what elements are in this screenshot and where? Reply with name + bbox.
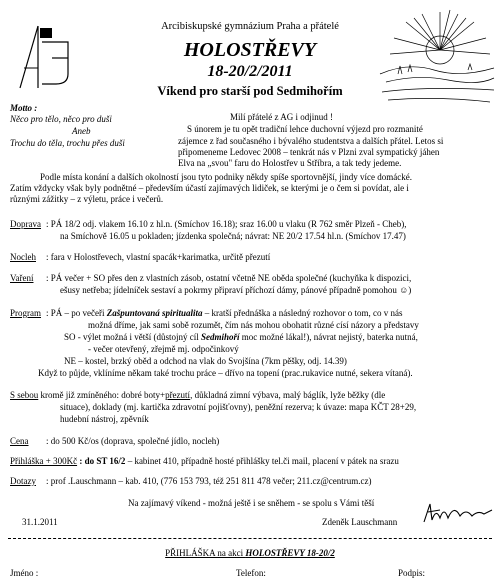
prihlaska-deadline — [10, 456, 399, 466]
vareni-label: Vaření — [10, 273, 34, 283]
prihlaska-deadline-text: – kabinet 410, případně hosté přihlášky tel.či mail, placení v pátek na srazu — [125, 456, 399, 466]
subtitle: Víkend pro starší pod Sedmihořím — [157, 84, 343, 98]
intro-line-3: zájemce z řad současného i bývalého studentstva a dalších přátel. Letos si — [178, 136, 444, 146]
sebou-line-1 — [10, 390, 385, 400]
form-title-prefix: PŘIHLÁŠKA na akci — [165, 548, 246, 558]
program-label: Program — [10, 308, 41, 318]
sebou-label: S sebou — [10, 390, 39, 400]
intro-para-2c: různými zážitky – z výletu, práce i večerů. — [10, 194, 164, 204]
program-line-5: NE – kostel, brzký oběd a odchod na vlak do Svojšína (7km pěšky, odj. 14.39) — [64, 356, 347, 366]
program-line-4: - večer otevřený, zřejmě mj. odpočinkový — [88, 344, 239, 354]
doprava-label: Doprava — [10, 219, 41, 229]
program-talk-title: Zašpuntovaná spiritualita — [106, 308, 203, 318]
form-phone-label: Telefon: — [236, 568, 266, 578]
dotazy-label: Dotazy — [10, 476, 36, 486]
program-line-3 — [64, 332, 418, 342]
vareni-line-1: : PÁ večer + SO přes den z vlastních zásob, ostatní včetně NE oběda společné (kuchyňka k dispozici, — [46, 273, 412, 283]
program-line-6: Když to půjde, vklíníme někam také trochu práce – dřívo na topení (prac.rukavice nutné, sekera vítaná). — [38, 368, 413, 378]
sebou-text-a: kromě již zmíněného: dobré boty+ — [38, 390, 166, 400]
nocleh-text: : fara v Holostřevech, vlastní spacák+karimatka, určitě přezutí — [46, 252, 271, 262]
sebou-line-2: situace), doklady (mj. kartička zdravotní pojišťovny), peněžní rezerva; k úvaze: mapa KČT 28+29, — [60, 402, 417, 412]
signature-name: Zdeněk Lauschmann — [322, 517, 398, 527]
cena-text: : do 500 Kč/os (doprava, společné jídlo, nocleh) — [46, 436, 220, 446]
program-line-1 — [46, 308, 402, 318]
program-saturday-rest: moc možné lákal!), návrat nejistý, baterka nutná, — [239, 332, 418, 342]
program-line-2: možná dříme, jak sami sobě rozumět, čím nás mohou obohatit různé císí názory a představy — [88, 320, 419, 330]
date: 31.1.2011 — [22, 517, 58, 527]
sebou-line-3: hudební nástroj, zpěvník — [60, 414, 149, 424]
prihlaska-deadline-date: : do ST 16/2 — [77, 456, 126, 466]
cena-label: Cena — [10, 436, 29, 446]
sebou-text-c: , důkladná zimní výbava, malý báglík, lyže běžky (dle — [190, 390, 386, 400]
intro-line-2: S únorem je tu opět tradiční lehce duchovní výjezd pro rozmanité — [187, 124, 423, 134]
dotazy-text: : prof .Lauschmann – kab. 410, (776 153 793, též 251 811 478 večer; 211.cz@centrum.cz) — [46, 476, 372, 486]
cut-line — [8, 538, 492, 539]
sebou-text-b: přezutí — [165, 390, 191, 400]
form-signature-label: Podpis: — [398, 568, 426, 578]
doprava-line-1: : PÁ 18/2 odj. vlakem 16.10 z hl.n. (Smíchov 16.18); sraz 16.00 u vlaku (R 762 směr Plzeň - Cheb), — [46, 219, 407, 229]
intro-para-2a: Podle místa konání a dalších okolností jsou tyto podniky někdy spíše sportovnější, jindy více domácké. — [40, 172, 412, 182]
intro-greeting: Milí přátelé z AG i odjinud ! — [230, 112, 333, 122]
program-talk-desc: – kratší přednáška a následný rozhovor o tom, co v nás — [202, 308, 403, 318]
nocleh-label: Nocleh — [10, 252, 36, 262]
motto-line-1: Něco pro tělo, něco pro duši — [10, 114, 112, 124]
form-title-event: HOLOSTŘEVY 18-20/2 — [245, 548, 335, 558]
page-title: HOLOSTŘEVY — [183, 39, 317, 61]
form-name-label: Jméno : — [10, 568, 39, 578]
handwritten-signature — [420, 500, 494, 526]
program-destination: Sedmihoří — [200, 332, 240, 342]
program-friday: : PÁ – po večeři — [46, 308, 105, 318]
doprava-line-2: na Smíchově 16.05 u pokladen; jízdenka společná; návrat: NE 20/2 17.54 hl.n. (Smíchov 17.47) — [60, 231, 406, 241]
vareni-line-2: ešusy netřeba; jídelníček sestaví a pokrmy připraví příchozí dámy, pánové případně pomohou ☺) — [60, 285, 412, 295]
school-name: Arcibiskupské gymnázium Praha a přátelé — [161, 21, 339, 32]
motto-line-3: Trochu do těla, trochu přes duši — [10, 138, 125, 148]
prihlaska-label: Přihláška + 300Kč — [10, 456, 78, 466]
event-dates: 18-20/2/2011 — [207, 63, 293, 80]
form-title — [0, 548, 500, 558]
intro-line-5: Elva na „svou" faru do Holostřev u Stříbra, a tak tedy jedeme. — [178, 158, 402, 168]
program-saturday: SO - výlet možná i větší (důstojný cíl — [64, 332, 199, 342]
intro-para-2b: Zatím vždycky však byly podnětné – především účastí zajímavých lidiček, se kterými je o čem si povídat, ale i — [10, 183, 409, 193]
motto-label: Motto : — [10, 103, 38, 113]
intro-line-4: připomeneme Ledovec 2008 – tenkrát nás v Plzni zval sympatický jáhen — [178, 147, 440, 157]
closing-line: Na zajímavý víkend - možná ještě i se sněhem - se spolu s Vámi těší — [128, 498, 375, 508]
motto-line-2: Aneb — [72, 126, 91, 136]
